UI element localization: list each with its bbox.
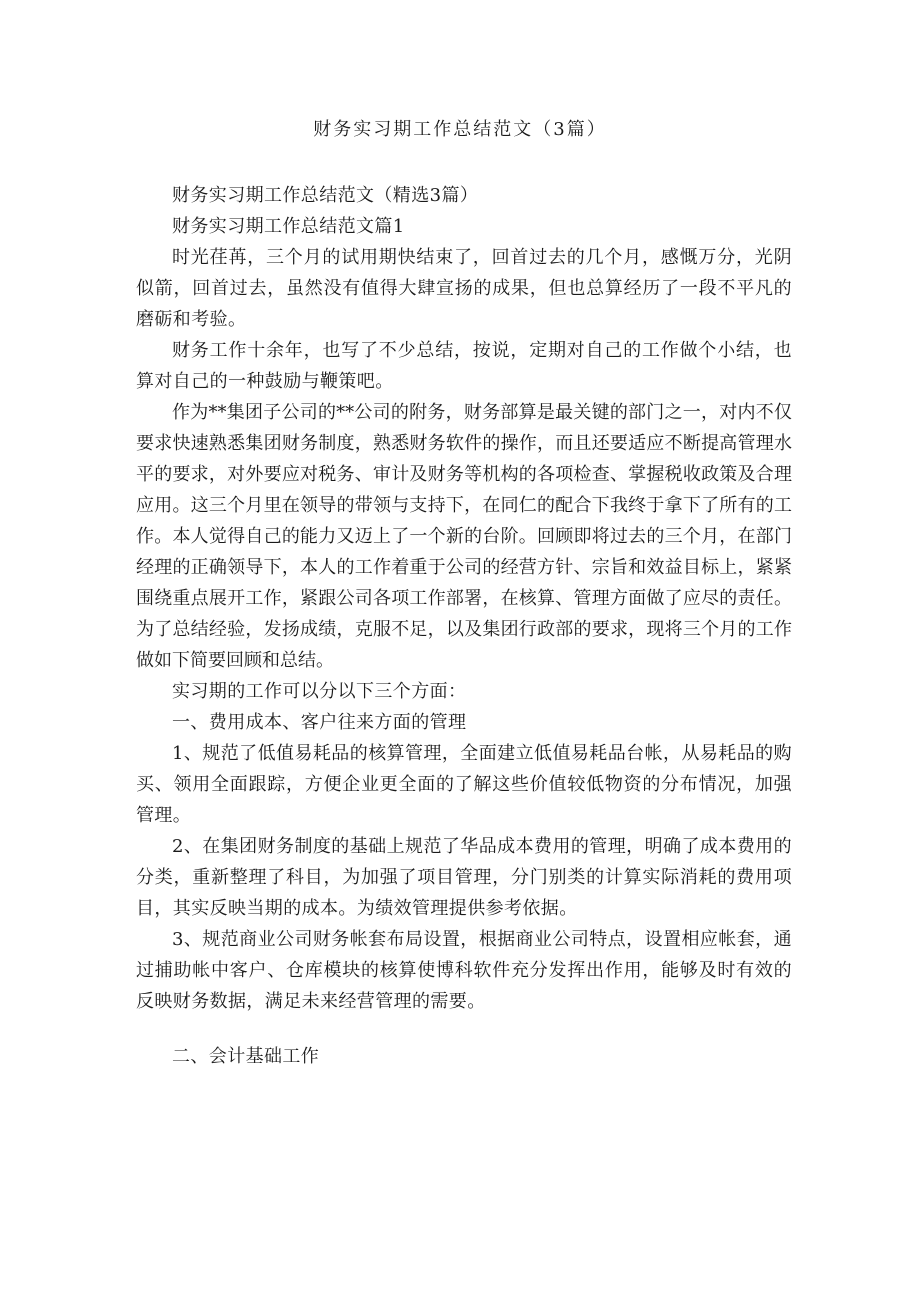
- body-paragraph: 作为**集团子公司的**公司的附务，财务部算是最关键的部门之一，对内不仅要求快速熟悉集团财务制度，熟悉财务软件的操作，而且还要适应不断提高管理水平的要求，对外要应对税务、审计及财务等机构的各项检查、掌握税收政策及合理应用。这三个月里在领导的带领与支持下，在同仁的配合下我终于拿下了所有的工作。本人觉得自己的能力又迈上了一个新的台阶。回顾即将过去的三个月，在部门经理的正确领导下，本人的工作着重于公司的经营方针、宗旨和效益目标上，紧紧围绕重点展开工作，紧跟公司各项工作部署，在核算、管理方面做了应尽的责任。为了总结经验，发扬成绩，克服不足，以及集团行政部的要求，现将三个月的工作做如下简要回顾和总结。: [136, 402, 792, 671]
- subtitle-paragraph: 财务实习期工作总结范文（精选3篇）: [172, 185, 479, 206]
- body-paragraph: 1、规范了低值易耗品的核算管理，全面建立低值易耗品台帐，从易耗品的购买、领用全面跟踪，方便企业更全面的了解这些价值较低物资的分布情况，加强管理。: [136, 743, 792, 826]
- body-paragraph: 实习期的工作可以分以下三个方面：: [172, 681, 467, 702]
- document-body: [136, 180, 792, 1072]
- body-paragraph: 时光荏苒，三个月的试用期快结束了，回首过去的几个月，感慨万分，光阴似箭，回首过去，虽然没有值得大肆宣扬的成果，但也总算经历了一段不平凡的磨砺和考验。: [136, 247, 792, 330]
- section-heading-paragraph: 财务实习期工作总结范文篇1: [172, 216, 405, 237]
- section-heading-paragraph: 一、费用成本、客户往来方面的管理: [172, 712, 467, 733]
- document-title: 财务实习期工作总结范文（3篇）: [313, 119, 607, 140]
- body-paragraph: 财务工作十余年，也写了不少总结，按说，定期对自己的工作做个小结，也算对自己的一种鼓励与鞭策吧。: [136, 340, 792, 392]
- section-heading-paragraph: 二、会计基础工作: [172, 1046, 320, 1067]
- body-paragraph: 3、规范商业公司财务帐套布局设置，根据商业公司特点，设置相应帐套，通过捕助帐中客户、仓库模块的核算使博科软件充分发挥出作用，能够及时有效的反映财务数据，满足未来经营管理的需要。: [136, 929, 792, 1012]
- body-paragraph: 2、在集团财务制度的基础上规范了华品成本费用的管理，明确了成本费用的分类，重新整理了科目，为加强了项目管理，分门别类的计算实际消耗的费用项目，其实反映当期的成本。为绩效管理提供参考依据。: [136, 836, 792, 919]
